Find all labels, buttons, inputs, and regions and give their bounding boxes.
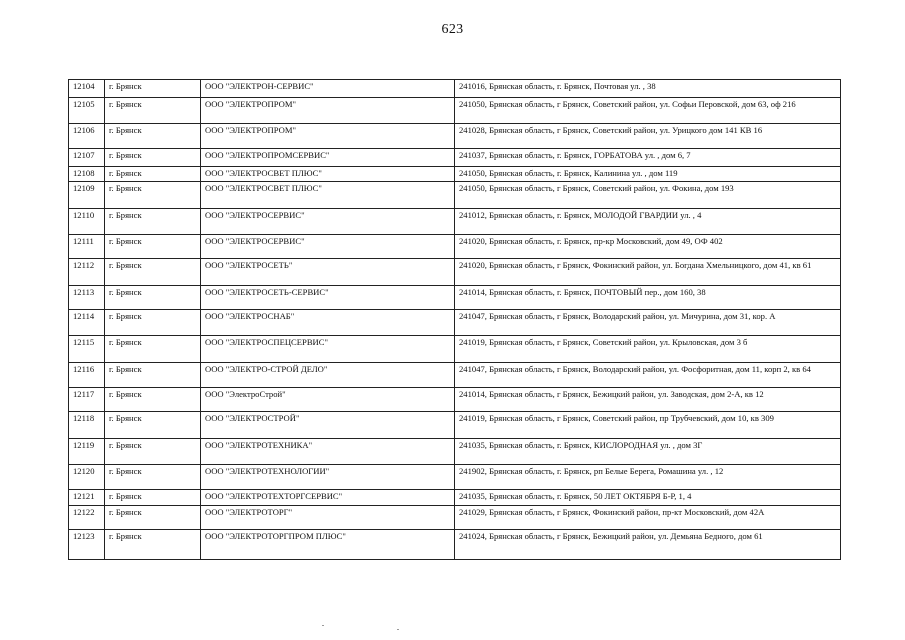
table-row <box>69 336 841 363</box>
cell-registry-number: 12117 <box>69 388 105 412</box>
cell-organization: ООО "ЭЛЕКТРОСНАБ" <box>201 310 455 336</box>
cell-organization: ООО "ЭЛЕКТРОСЕТЬ" <box>201 259 455 286</box>
cell-city: г. Брянск <box>105 167 201 182</box>
cell-organization: ООО "ЭЛЕКТРОСВЕТ ПЛЮС" <box>201 167 455 182</box>
cell-address: 241014, Брянская область, г Брянск, Бежицкий район, ул. Заводская, дом 2-А, кв 12 <box>455 388 841 412</box>
cell-address: 241050, Брянская область, г Брянск, Советский район, ул. Софьи Перовской, дом 63, оф 216 <box>455 98 841 124</box>
cell-address: 241024, Брянская область, г Брянск, Бежицкий район, ул. Демьяна Бедного, дом 61 <box>455 530 841 560</box>
cell-city: г. Брянск <box>105 388 201 412</box>
cell-city: г. Брянск <box>105 363 201 388</box>
cell-address: 241016, Брянская область, г. Брянск, Почтовая ул. , 38 <box>455 80 841 98</box>
cell-registry-number: 12112 <box>69 259 105 286</box>
cell-organization: ООО "ЭЛЕКТРОСЕРВИС" <box>201 235 455 259</box>
cell-address: 241902, Брянская область, г. Брянск, рп Белые Берега, Ромашина ул. , 12 <box>455 465 841 490</box>
cell-organization: ООО "ЭЛЕКТРОТЕХНОЛОГИИ" <box>201 465 455 490</box>
table-row <box>69 490 841 506</box>
table-row <box>69 80 841 98</box>
cell-organization: ООО "ЭЛЕКТРОПРОМ" <box>201 124 455 149</box>
registry-table <box>68 79 841 560</box>
cell-registry-number: 12116 <box>69 363 105 388</box>
table-row <box>69 98 841 124</box>
cell-address: 241012, Брянская область, г. Брянск, МОЛОДОЙ ГВАРДИИ ул. , 4 <box>455 209 841 235</box>
cell-address: 241019, Брянская область, г Брянск, Советский район, пр Трубчевский, дом 10, кв 309 <box>455 412 841 439</box>
cell-address: 241020, Брянская область, г. Брянск, пр-кр Московский, дом 49, ОФ 402 <box>455 235 841 259</box>
cell-organization: ООО "ЭЛЕКТРОТЕХНИКА" <box>201 439 455 465</box>
cell-registry-number: 12108 <box>69 167 105 182</box>
cell-city: г. Брянск <box>105 465 201 490</box>
registry-table-body <box>69 80 841 560</box>
scan-speck <box>397 629 399 630</box>
cell-city: г. Брянск <box>105 98 201 124</box>
cell-organization: ООО "ЭЛЕКТРОТОРГПРОМ ПЛЮС" <box>201 530 455 560</box>
cell-address: 241019, Брянская область, г Брянск, Советский район, ул. Крыловская, дом 3 б <box>455 336 841 363</box>
table-row <box>69 310 841 336</box>
page-number: 623 <box>441 22 464 37</box>
cell-organization: ООО "ЭЛЕКТРОН-СЕРВИС" <box>201 80 455 98</box>
cell-registry-number: 12110 <box>69 209 105 235</box>
cell-organization: ООО "ЭЛЕКТРОПРОМ" <box>201 98 455 124</box>
cell-registry-number: 12107 <box>69 149 105 167</box>
cell-registry-number: 12109 <box>69 182 105 209</box>
table-row <box>69 388 841 412</box>
table-row <box>69 235 841 259</box>
cell-address: 241050, Брянская область, г Брянск, Советский район, ул. Фокина, дом 193 <box>455 182 841 209</box>
table-row <box>69 149 841 167</box>
cell-city: г. Брянск <box>105 530 201 560</box>
cell-organization: ООО "ЭЛЕКТРОТЕХТОРГСЕРВИС" <box>201 490 455 506</box>
cell-registry-number: 12118 <box>69 412 105 439</box>
table-row <box>69 465 841 490</box>
cell-city: г. Брянск <box>105 80 201 98</box>
cell-address: 241020, Брянская область, г Брянск, Фокинский район, ул. Богдана Хмельницкого, дом 41, кв 61 <box>455 259 841 286</box>
cell-registry-number: 12121 <box>69 490 105 506</box>
table-row <box>69 506 841 530</box>
cell-city: г. Брянск <box>105 439 201 465</box>
cell-address: 241035, Брянская область, г. Брянск, 50 ЛЕТ ОКТЯБРЯ Б-Р, 1, 4 <box>455 490 841 506</box>
cell-city: г. Брянск <box>105 124 201 149</box>
cell-organization: ООО "ЭЛЕКТРОСПЕЦСЕРВИС" <box>201 336 455 363</box>
cell-organization: ООО "ЭЛЕКТРОСЕТЬ-СЕРВИС" <box>201 286 455 310</box>
cell-organization: ООО "ЭЛЕКТРОПРОМСЕРВИС" <box>201 149 455 167</box>
table-row <box>69 363 841 388</box>
cell-city: г. Брянск <box>105 336 201 363</box>
table-row <box>69 286 841 310</box>
cell-registry-number: 12122 <box>69 506 105 530</box>
cell-registry-number: 12123 <box>69 530 105 560</box>
cell-address: 241047, Брянская область, г Брянск, Володарский район, ул. Фосфоритная, дом 11, корп 2, кв 64 <box>455 363 841 388</box>
cell-registry-number: 12120 <box>69 465 105 490</box>
cell-city: г. Брянск <box>105 506 201 530</box>
cell-organization: ООО "ЭЛЕКТРОСТРОЙ" <box>201 412 455 439</box>
table-row <box>69 439 841 465</box>
cell-organization: ООО "ЭлектроСтрой" <box>201 388 455 412</box>
cell-address: 241035, Брянская область, г. Брянск, КИСЛОРОДНАЯ ул. , дом 3Г <box>455 439 841 465</box>
cell-city: г. Брянск <box>105 259 201 286</box>
cell-city: г. Брянск <box>105 235 201 259</box>
cell-organization: ООО "ЭЛЕКТРО-СТРОЙ ДЕЛО" <box>201 363 455 388</box>
table-row <box>69 124 841 149</box>
cell-city: г. Брянск <box>105 310 201 336</box>
cell-city: г. Брянск <box>105 490 201 506</box>
cell-organization: ООО "ЭЛЕКТРОТОРГ" <box>201 506 455 530</box>
cell-city: г. Брянск <box>105 182 201 209</box>
cell-city: г. Брянск <box>105 412 201 439</box>
cell-address: 241050, Брянская область, г. Брянск, Калинина ул. , дом 119 <box>455 167 841 182</box>
cell-address: 241028, Брянская область, г Брянск, Советский район, ул. Урицкого дом 141 КВ 16 <box>455 124 841 149</box>
cell-organization: ООО "ЭЛЕКТРОСЕРВИС" <box>201 209 455 235</box>
cell-city: г. Брянск <box>105 149 201 167</box>
scan-speck <box>322 625 324 626</box>
cell-address: 241047, Брянская область, г Брянск, Володарский район, ул. Мичурина, дом 31, кор. А <box>455 310 841 336</box>
cell-registry-number: 12104 <box>69 80 105 98</box>
cell-address: 241029, Брянская область, г Брянск, Фокинский район, пр-кт Московский, дом 42А <box>455 506 841 530</box>
cell-registry-number: 12119 <box>69 439 105 465</box>
cell-address: 241037, Брянская область, г. Брянск, ГОРБАТОВА ул. , дом 6, 7 <box>455 149 841 167</box>
table-row <box>69 209 841 235</box>
cell-registry-number: 12114 <box>69 310 105 336</box>
cell-registry-number: 12113 <box>69 286 105 310</box>
table-row <box>69 182 841 209</box>
cell-registry-number: 12105 <box>69 98 105 124</box>
cell-organization: ООО "ЭЛЕКТРОСВЕТ ПЛЮС" <box>201 182 455 209</box>
table-row <box>69 530 841 560</box>
table-row <box>69 167 841 182</box>
cell-registry-number: 12115 <box>69 336 105 363</box>
cell-city: г. Брянск <box>105 286 201 310</box>
cell-address: 241014, Брянская область, г. Брянск, ПОЧТОВЫЙ пер., дом 160, 38 <box>455 286 841 310</box>
cell-city: г. Брянск <box>105 209 201 235</box>
table-row <box>69 259 841 286</box>
cell-registry-number: 12111 <box>69 235 105 259</box>
table-row <box>69 412 841 439</box>
cell-registry-number: 12106 <box>69 124 105 149</box>
